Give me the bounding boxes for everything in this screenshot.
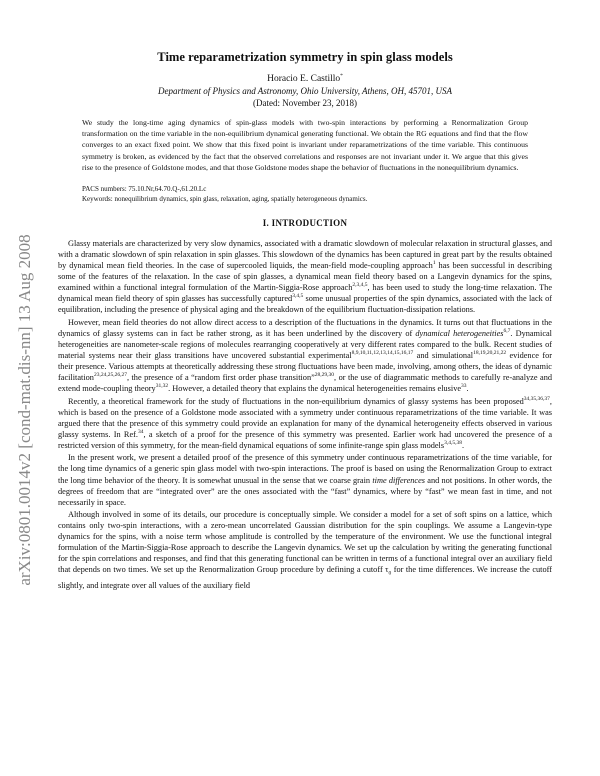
citation: 23,24,25,26,27 <box>93 372 127 379</box>
citation: 8,9,10,11,12,13,14,15,16,17 <box>351 350 414 357</box>
text-run: , the presence of a “random first order phase transition” <box>126 373 315 383</box>
citation: 3,4,5 <box>292 293 304 300</box>
text-run: However, mean field theories do not allow direct access to a description of the fluctuations in the dynamics. It turns out that fluctuations in the dynamics of glassy systems can in fact be rather strong, as it has been underlined by the discovery of <box>58 317 552 338</box>
keywords: Keywords: nonequilibrium dynamics, spin glass, relaxation, aging, spatially heterogeneous dynamics. <box>82 195 368 204</box>
text-run: , or the use of diagrammatic methods to carefully re-analyze and extend mode-coupling theory <box>58 373 552 394</box>
paper-page <box>58 50 552 593</box>
text-run: for the time differences. We increase the cutoff slightly, and integrate over all values of the auxiliary field <box>58 565 552 591</box>
text-run: Glassy materials are characterized by very slow dynamics, associated with a dramatic slowdown of molecular relaxation in structural glasses, and with a dramatic slowdown of spin relaxation in spin glasses. This slowdown of the dynamics has been captured in great part by the results obtained by dynamical mean field theories. In the case of supercooled liquids, the mean-field mode-coupling approach <box>58 239 552 271</box>
emphasis: dynamical heterogeneities <box>415 328 504 338</box>
text-run: and simulational <box>413 350 474 360</box>
paragraph <box>58 452 552 507</box>
citation: 1 <box>432 260 436 267</box>
emphasis: time differences <box>372 475 425 485</box>
text-run: . However, a detailed theory that explains the dynamical heterogeneities remains elusive <box>168 384 462 394</box>
citation: 31,32 <box>155 383 169 390</box>
text-run: evidence for their presence. Various attempts at theoretically addressing these strong fluctuations have been made, involving, among others, the ideas of dynamic facilitation <box>58 350 552 383</box>
citation: 18,19,20,21,22 <box>473 350 507 357</box>
abstract: We study the long-time aging dynamics of spin-glass models with two-spin interactions by performing a Renormalization Group transformation on the time variable in the non-equilibrium dynamical generating functional. We obtain the RG equations and find that the flow converges to an exact fixed point. We show that this fixed point is invariant under reparametrizations of the time variable. This continuous symmetry is broken, as evidenced by the fact that the observed correlations and responses are not invariant under it. We argue that this gives rise to the presence of Goldstone modes, and that those Goldstone modes shape the behavior of fluctuations in the nonequilibrium dynamics. <box>82 118 528 172</box>
section-heading: I. INTRODUCTION <box>262 218 348 229</box>
citation: 34 <box>137 429 144 436</box>
text-run: some unusual properties of the spin dynamics, associated with the lack of equilibration, including the presence of physical aging and the breakdown of the equilibrium fluctuation-dissipation relations. <box>58 294 552 315</box>
author-name: Horacio E. Castillo <box>267 74 341 84</box>
subscript: 0 <box>388 571 392 578</box>
text-run: . <box>461 440 465 450</box>
text-run: and not positions. In other words, the degrees of freedom that are “integrated over” are the ones associated with the “fast” dynamics, where by “fast” we mean fast in time, and not necessarily in space. <box>58 475 552 507</box>
paragraph <box>58 238 552 315</box>
paragraph <box>58 509 552 591</box>
author-footnote-mark: * <box>340 72 343 79</box>
text-run: Recently, a theoretical framework for the study of fluctuations in the non-equilibrium dynamics of glassy systems has been proposed <box>68 396 524 406</box>
citation: 28,29,30 <box>314 372 335 379</box>
introduction-body <box>58 238 552 591</box>
paragraph <box>58 317 552 394</box>
pacs-numbers: PACS numbers: 75.10.Nr,64.70.Q-,61.20.Lc <box>82 185 207 194</box>
text-run: In the present work, we present a detailed proof of the presence of this symmetry under continuous reparametrizations of the time variable, for the long time dynamics of a generic spin glass model with two-spin interactions. The proof is based on using the Renormalization Group to extract the long time behavior of the theory. It is somewhat unusual in the sense that we coarse grain <box>58 453 552 485</box>
affiliation: Department of Physics and Astronomy, Ohio University, Athens, OH, 45701, USA <box>157 86 453 96</box>
text-run: . Dynamical heterogeneities are nanometer-scale regions of molecules rearranging cooperatively at very different rates compared to the bulk. Recent studies of material systems near their glass transitions have uncovered substantial experimental <box>58 328 552 360</box>
citation: 33 <box>461 383 467 390</box>
arxiv-sidebar-stamp <box>10 200 40 620</box>
text-run: has been successful in describing some of the features of the relaxation. In the case of spin glasses, a dynamical mean field theory based on a Langevin dynamics for the spins, examined within a functional integral formulation of the Martin-Siggia-Rose approach <box>58 261 552 293</box>
text-run: , which is based on the presence of a Goldstone mode associated with a symmetry under continuous reparametrizations of the time variable. It was argued there that the presence of this symmetry could provide an explanation for many of the dynamical heterogeneity effects observed in various glassy systems. In Ref. <box>58 396 552 439</box>
paper-title: Time reparametrization symmetry in spin glass models <box>157 50 453 64</box>
text-run: , has been used to study the long-time relaxation. The dynamical mean field theory of spin glasses has successfully captured <box>58 283 552 304</box>
arxiv-identifier: arXiv:0801.0014v2 [cond-mat.dis-nn] 13 Aug 2008 <box>15 234 34 586</box>
author-line <box>58 74 552 84</box>
citation: 2,3,4,5 <box>352 282 368 289</box>
citation: 3,4,5,38 <box>444 440 462 447</box>
citation: 34,35,36,37 <box>523 395 550 402</box>
text-run: Although involved in some of its details, our procedure is conceptually simple. We consider a model for a set of soft spins on a lattice, which contains only two-spin interactions, with a zero-mean uncorrelated Gaussian distribution for the spin couplings. We assume a Langevin-type dynamics for the spins, with a noise term whose amplitude is controlled by the temperature of the environment. We use the functional integral formulation of the Martin-Siggia-Rose approach to describe the Langevin dynamics. We set up the calculation by writing the generating functional for the spin correlations and responses, and find that this generating functional can be written in terms of a functional integral over an auxiliary field that depends on two times. We set up the Renormalization Group procedure by defining a cutoff τ <box>58 510 552 575</box>
text-run: , a sketch of a proof for the presence of this symmetry was presented. Earlier work had uncovered the presence of a restricted version of this symmetry, for the mean-field dynamical equations of some infinite-range spin glass models <box>58 429 552 450</box>
pacs-block <box>82 184 528 204</box>
text-run: . <box>466 384 469 394</box>
citation: 6,7 <box>503 328 511 335</box>
paragraph <box>58 396 552 451</box>
date-line: (Dated: November 23, 2018) <box>253 98 357 108</box>
